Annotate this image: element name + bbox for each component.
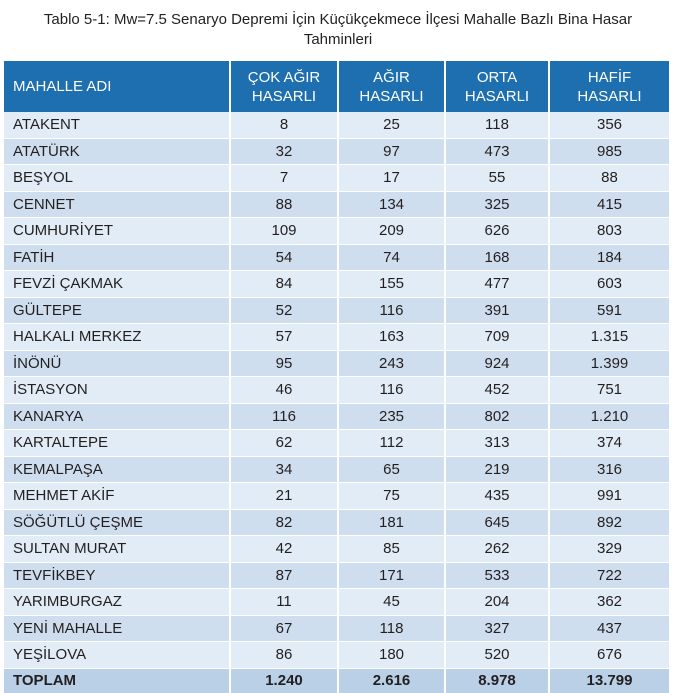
- moderate-cell: 327: [446, 616, 550, 643]
- moderate-cell: 477: [446, 271, 550, 298]
- neighborhood-name-cell: GÜLTEPE: [4, 298, 231, 325]
- table-row: [4, 563, 669, 590]
- table-row: [4, 298, 669, 325]
- very-heavy-cell: 8: [231, 112, 339, 139]
- moderate-cell: 645: [446, 510, 550, 537]
- very-heavy-cell: 109: [231, 218, 339, 245]
- neighborhood-name-cell: YENİ MAHALLE: [4, 616, 231, 643]
- header-label-line-2: HASARLI: [464, 87, 530, 105]
- header-light-damage: [550, 61, 669, 112]
- neighborhood-name-cell: YEŞİLOVA: [4, 642, 231, 669]
- neighborhood-name-cell: ATATÜRK: [4, 139, 231, 166]
- table-row: [4, 324, 669, 351]
- heavy-cell: 85: [339, 536, 446, 563]
- neighborhood-name-cell: KARTALTEPE: [4, 430, 231, 457]
- very-heavy-cell: 82: [231, 510, 339, 537]
- neighborhood-name-cell: SULTAN MURAT: [4, 536, 231, 563]
- neighborhood-name-cell: KEMALPAŞA: [4, 457, 231, 484]
- light-cell: 722: [550, 563, 669, 590]
- table-row: [4, 245, 669, 272]
- header-label-line-1: ORTA: [476, 68, 518, 86]
- table-row: [4, 404, 669, 431]
- very-heavy-cell: 86: [231, 642, 339, 669]
- header-heavy-damage: [339, 61, 446, 112]
- moderate-cell: 168: [446, 245, 550, 272]
- very-heavy-cell: 32: [231, 139, 339, 166]
- table-header: [4, 61, 669, 112]
- light-cell: 356: [550, 112, 669, 139]
- neighborhood-name-cell: SÖĞÜTLÜ ÇEŞME: [4, 510, 231, 537]
- table-row: [4, 483, 669, 510]
- light-cell: 991: [550, 483, 669, 510]
- heavy-cell: 74: [339, 245, 446, 272]
- table-body: [4, 112, 669, 669]
- total-light: 13.799: [550, 669, 669, 693]
- very-heavy-cell: 42: [231, 536, 339, 563]
- heavy-cell: 235: [339, 404, 446, 431]
- heavy-cell: 243: [339, 351, 446, 378]
- very-heavy-cell: 52: [231, 298, 339, 325]
- total-label: TOPLAM: [4, 669, 231, 693]
- table-row: [4, 271, 669, 298]
- table-row: [4, 510, 669, 537]
- table-row: [4, 218, 669, 245]
- table-row: [4, 536, 669, 563]
- header-moderate-damage: [446, 61, 550, 112]
- table-row: [4, 430, 669, 457]
- neighborhood-name-cell: İSTASYON: [4, 377, 231, 404]
- heavy-cell: 163: [339, 324, 446, 351]
- table-row: [4, 351, 669, 378]
- header-label-line-1: AĞIR: [373, 68, 410, 86]
- total-moderate: 8.978: [446, 669, 550, 693]
- table-row: [4, 642, 669, 669]
- caption-line-1: Tablo 5-1: Mw=7.5 Senaryo Depremi İçin Küçükçekmece İlçesi Mahalle Bazlı Bina Hasar: [43, 11, 633, 28]
- table-row: [4, 112, 669, 139]
- neighborhood-name-cell: KANARYA: [4, 404, 231, 431]
- heavy-cell: 116: [339, 298, 446, 325]
- light-cell: 374: [550, 430, 669, 457]
- moderate-cell: 391: [446, 298, 550, 325]
- heavy-cell: 180: [339, 642, 446, 669]
- very-heavy-cell: 46: [231, 377, 339, 404]
- moderate-cell: 924: [446, 351, 550, 378]
- very-heavy-cell: 62: [231, 430, 339, 457]
- moderate-cell: 709: [446, 324, 550, 351]
- heavy-cell: 75: [339, 483, 446, 510]
- header-label-line-2: HASARLI: [577, 87, 642, 105]
- light-cell: 603: [550, 271, 669, 298]
- neighborhood-name-cell: İNÖNÜ: [4, 351, 231, 378]
- light-cell: 88: [550, 165, 669, 192]
- neighborhood-name-cell: FATİH: [4, 245, 231, 272]
- table-row: [4, 165, 669, 192]
- neighborhood-name-cell: TEVFİKBEY: [4, 563, 231, 590]
- table-row: [4, 192, 669, 219]
- light-cell: 437: [550, 616, 669, 643]
- very-heavy-cell: 54: [231, 245, 339, 272]
- heavy-cell: 209: [339, 218, 446, 245]
- header-label: MAHALLE ADI: [13, 78, 112, 95]
- neighborhood-name-cell: HALKALI MERKEZ: [4, 324, 231, 351]
- light-cell: 1.210: [550, 404, 669, 431]
- heavy-cell: 17: [339, 165, 446, 192]
- light-cell: 329: [550, 536, 669, 563]
- heavy-cell: 181: [339, 510, 446, 537]
- total-row: [4, 669, 669, 693]
- neighborhood-name-cell: CENNET: [4, 192, 231, 219]
- very-heavy-cell: 88: [231, 192, 339, 219]
- light-cell: 676: [550, 642, 669, 669]
- neighborhood-name-cell: BEŞYOL: [4, 165, 231, 192]
- very-heavy-cell: 7: [231, 165, 339, 192]
- building-damage-table: [4, 61, 669, 693]
- light-cell: 362: [550, 589, 669, 616]
- header-label-line-1: HAFİF: [587, 68, 632, 86]
- very-heavy-cell: 21: [231, 483, 339, 510]
- heavy-cell: 65: [339, 457, 446, 484]
- heavy-cell: 171: [339, 563, 446, 590]
- table-row: [4, 457, 669, 484]
- neighborhood-name-cell: FEVZİ ÇAKMAK: [4, 271, 231, 298]
- moderate-cell: 55: [446, 165, 550, 192]
- moderate-cell: 626: [446, 218, 550, 245]
- light-cell: 184: [550, 245, 669, 272]
- heavy-cell: 155: [339, 271, 446, 298]
- light-cell: 751: [550, 377, 669, 404]
- total-heavy: 2.616: [339, 669, 446, 693]
- light-cell: 1.399: [550, 351, 669, 378]
- light-cell: 591: [550, 298, 669, 325]
- heavy-cell: 118: [339, 616, 446, 643]
- light-cell: 985: [550, 139, 669, 166]
- light-cell: 892: [550, 510, 669, 537]
- moderate-cell: 533: [446, 563, 550, 590]
- table-row: [4, 616, 669, 643]
- heavy-cell: 45: [339, 589, 446, 616]
- very-heavy-cell: 57: [231, 324, 339, 351]
- header-very-heavy-damage: [231, 61, 339, 112]
- very-heavy-cell: 84: [231, 271, 339, 298]
- heavy-cell: 116: [339, 377, 446, 404]
- table-row: [4, 589, 669, 616]
- neighborhood-name-cell: MEHMET AKİF: [4, 483, 231, 510]
- moderate-cell: 313: [446, 430, 550, 457]
- moderate-cell: 204: [446, 589, 550, 616]
- heavy-cell: 97: [339, 139, 446, 166]
- moderate-cell: 219: [446, 457, 550, 484]
- header-neighborhood-name: [4, 61, 231, 112]
- moderate-cell: 520: [446, 642, 550, 669]
- header-row: [4, 61, 669, 112]
- very-heavy-cell: 116: [231, 404, 339, 431]
- heavy-cell: 25: [339, 112, 446, 139]
- light-cell: 415: [550, 192, 669, 219]
- header-label-line-2: HASARLI: [359, 87, 424, 105]
- table-row: [4, 139, 669, 166]
- very-heavy-cell: 34: [231, 457, 339, 484]
- light-cell: 1.315: [550, 324, 669, 351]
- very-heavy-cell: 11: [231, 589, 339, 616]
- header-label-line-2: HASARLI: [251, 87, 317, 105]
- moderate-cell: 118: [446, 112, 550, 139]
- very-heavy-cell: 87: [231, 563, 339, 590]
- total-very-heavy: 1.240: [231, 669, 339, 693]
- table-footer: [4, 669, 669, 693]
- moderate-cell: 325: [446, 192, 550, 219]
- heavy-cell: 112: [339, 430, 446, 457]
- very-heavy-cell: 67: [231, 616, 339, 643]
- header-label-line-1: ÇOK AĞIR: [247, 68, 321, 86]
- moderate-cell: 473: [446, 139, 550, 166]
- moderate-cell: 802: [446, 404, 550, 431]
- heavy-cell: 134: [339, 192, 446, 219]
- neighborhood-name-cell: YARIMBURGAZ: [4, 589, 231, 616]
- moderate-cell: 452: [446, 377, 550, 404]
- table-caption: [0, 10, 676, 50]
- neighborhood-name-cell: CUMHURİYET: [4, 218, 231, 245]
- light-cell: 803: [550, 218, 669, 245]
- table-row: [4, 377, 669, 404]
- very-heavy-cell: 95: [231, 351, 339, 378]
- neighborhood-name-cell: ATAKENT: [4, 112, 231, 139]
- light-cell: 316: [550, 457, 669, 484]
- caption-line-2: Tahminleri: [303, 31, 373, 48]
- moderate-cell: 262: [446, 536, 550, 563]
- moderate-cell: 435: [446, 483, 550, 510]
